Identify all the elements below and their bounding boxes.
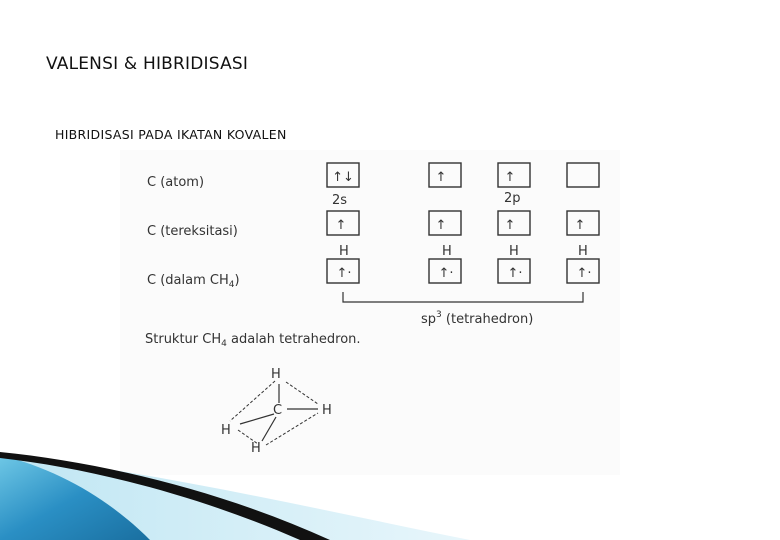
slide-subtitle: HIBRIDISASI PADA IKATAN KOVALEN: [55, 127, 287, 142]
orbital-electrons: ↑: [504, 170, 516, 185]
orbital-electrons: ↑·: [507, 266, 523, 281]
orbital-electrons: ↑: [574, 218, 586, 233]
structure-statement: Struktur $CH_4$ adalah tetrahedron.: [145, 332, 361, 349]
slide-title: VALENSI & HIBRIDISASI: [46, 54, 249, 74]
orbital-electrons: ↑: [435, 218, 447, 233]
row-label-ch4: C (dalam $CH_4$): [147, 273, 240, 290]
orbital-electrons: ↑: [504, 218, 516, 233]
orbital-electrons: ↑·: [438, 266, 454, 281]
tetra-h-bottom: H: [251, 441, 261, 456]
sp3-label: $sp^3$ (tetrahedron): [421, 310, 534, 327]
label-2s: 2s: [332, 193, 348, 208]
tetra-h-top: H: [271, 367, 281, 382]
row-label-atom: C (atom): [147, 175, 205, 190]
tetra-c-center: C: [273, 403, 283, 418]
hydrogen-label: H: [339, 244, 349, 259]
tetra-h-left: H: [221, 423, 231, 438]
tetra-h-right: H: [322, 403, 332, 418]
hydrogen-label: H: [509, 244, 519, 259]
hydrogen-label: H: [578, 244, 588, 259]
orbital-electrons: ↑: [435, 170, 447, 185]
orbital-electrons: ↑: [335, 218, 347, 233]
orbital-electrons: ↑·: [336, 266, 352, 281]
row-label-excited: C (tereksitasi): [147, 224, 238, 239]
label-2p: 2p: [504, 191, 521, 206]
orbital-electrons: ↑↓: [332, 170, 354, 185]
orbital-electrons: ↑·: [576, 266, 592, 281]
hydrogen-label: H: [442, 244, 452, 259]
